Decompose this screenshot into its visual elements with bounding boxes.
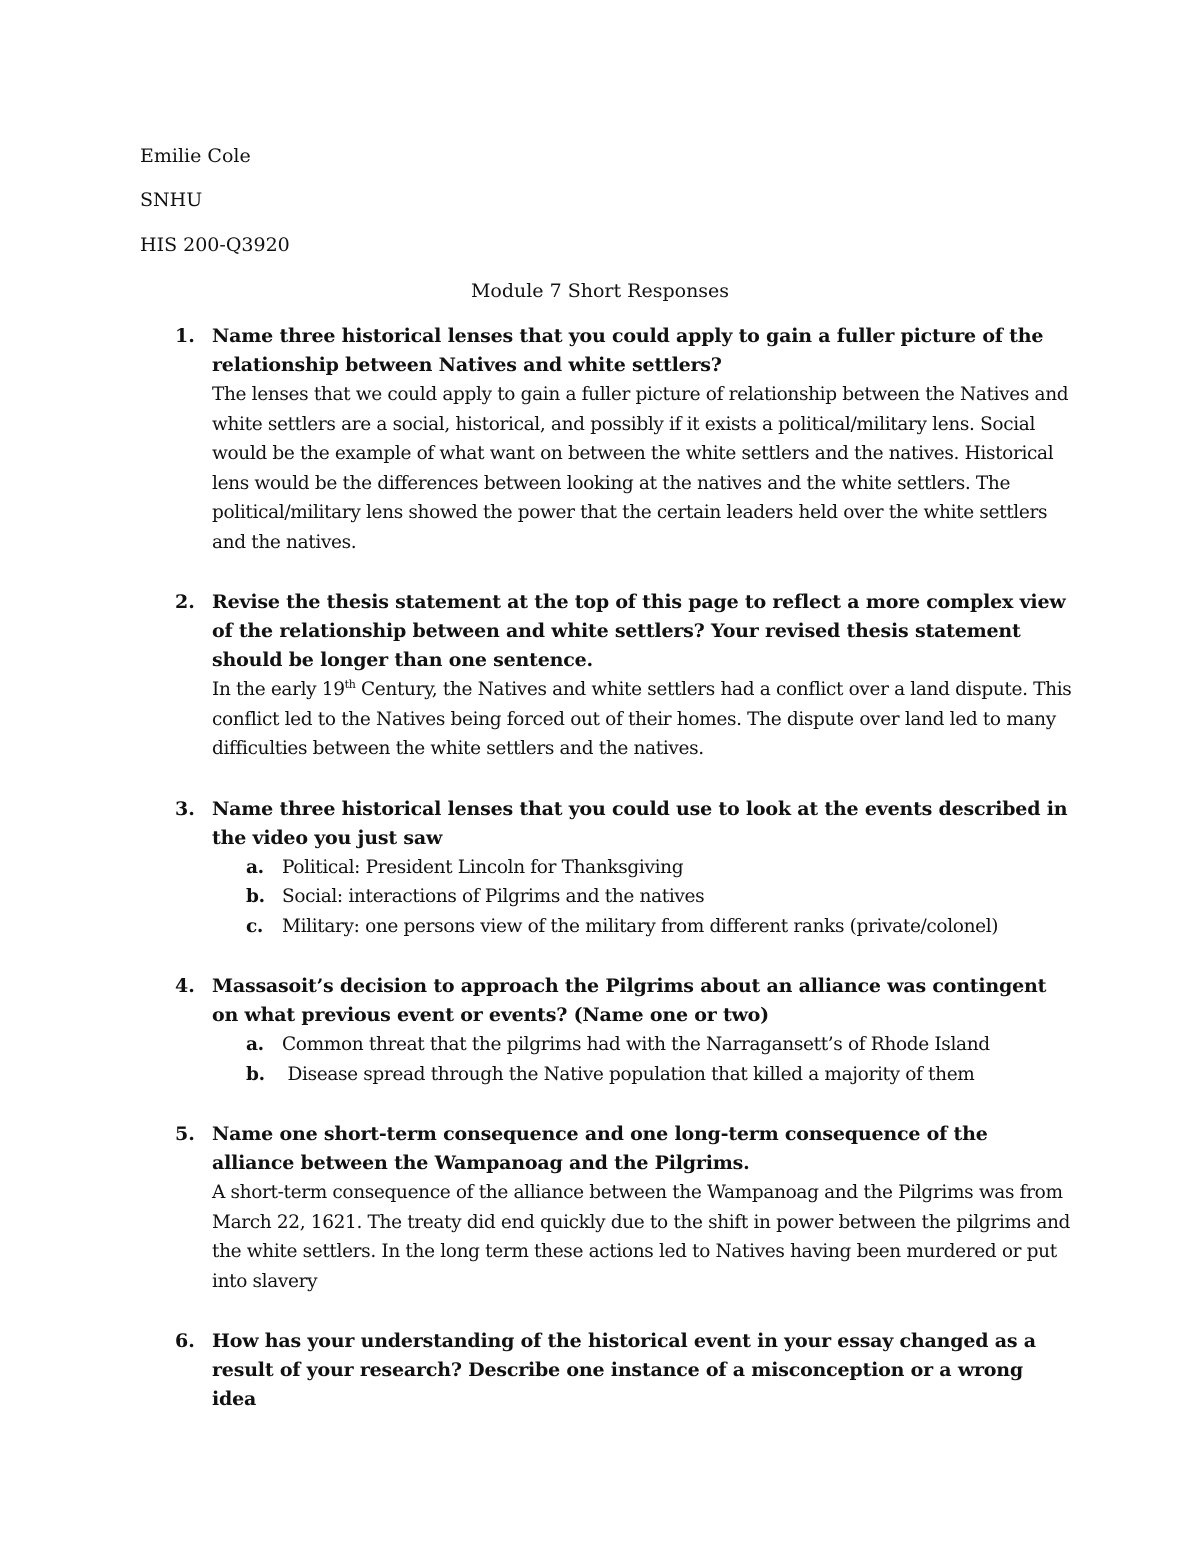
sub-list-item	[0, 1030, 1072, 1060]
question-item	[0, 588, 1072, 764]
sub-list-item	[0, 882, 1072, 912]
question-text: Name one short-term consequence and one long-term consequence of the alliance between the Wampanoag and the Pilgrims.	[212, 1123, 988, 1174]
sub-list-item	[0, 853, 1072, 883]
ordinal-suffix: th	[344, 677, 356, 691]
sub-item-letter: a.	[246, 1034, 264, 1055]
question-text: How has your understanding of the historical event in your essay changed as a result of your research? Describe one instance of a misconception or a wrong idea	[212, 1330, 1036, 1410]
answer-text-start: In the early 19	[212, 679, 345, 700]
question-list	[0, 322, 1200, 1445]
question-number: 4.	[175, 975, 195, 997]
sub-item-text: Disease spread through the Native population that killed a majority of them	[282, 1063, 975, 1085]
question-item	[0, 972, 1072, 1089]
question-number: 3.	[175, 797, 195, 820]
document-title: Module 7 Short Responses	[470, 280, 730, 302]
sub-item-letter: a.	[246, 856, 264, 878]
sub-item-text: Military: one persons view of the military from different ranks (private/colonel)	[282, 915, 999, 937]
question-item	[0, 322, 1072, 557]
question-item	[0, 795, 1072, 942]
question-item	[0, 1327, 1072, 1414]
sub-list-item	[0, 1060, 1072, 1090]
question-item	[0, 1120, 1072, 1296]
sub-item-text: Political: President Lincoln for Thanksgiving	[282, 856, 684, 878]
sub-item-text: Social: interactions of Pilgrims and the natives	[282, 886, 705, 907]
question-number: 1.	[175, 325, 195, 347]
answer-sub-list	[212, 1030, 1072, 1089]
question-text: Name three historical lenses that you could apply to gain a fuller picture of the relationship between Natives and white settlers?	[212, 325, 1044, 376]
sub-list-item	[0, 912, 1072, 942]
question-number: 2.	[175, 591, 195, 613]
answer-text	[212, 675, 1072, 764]
question-number: 5.	[175, 1123, 195, 1145]
course-code: HIS 200-Q3920	[140, 234, 290, 256]
answer-text: The lenses that we could apply to gain a fuller picture of relationship between the Natives and white settlers are a social, historical, and possibly if it exists a political/military lens. Social would be the example of what want on between the white settlers and the natives. Historical lens would be the differences between looking at the natives and the white settlers. The political/military lens showed the power that the certain leaders held over the white settlers and the natives.	[212, 384, 1069, 553]
school-name: SNHU	[140, 189, 203, 211]
sub-item-letter: b.	[246, 1063, 265, 1085]
sub-item-letter: c.	[246, 915, 264, 937]
question-number: 6.	[175, 1330, 195, 1352]
author-name: Emilie Cole	[140, 145, 251, 167]
question-text: Revise the thesis statement at the top of this page to reflect a more complex view of the relationship between and white settlers? Your revised thesis statement should be longer than one sentence.	[212, 591, 1066, 671]
question-text: Name three historical lenses that you could use to look at the events described in the video you just saw	[212, 797, 1068, 849]
answer-text: A short-term consequence of the alliance between the Wampanoag and the Pilgrims was from March 22, 1621. The treaty did end quickly due to the shift in power between the pilgrims and the white settlers. In the long term these actions led to Natives having been murdered or put into slavery	[212, 1182, 1071, 1292]
sub-item-text: Common threat that the pilgrims had with the Narragansett’s of Rhode Island	[282, 1034, 990, 1055]
answer-text-rest: Century, the Natives and white settlers had a conflict over a land dispute. This conflict led to the Natives being forced out of their homes. The dispute over land led to many difficulties between the white settlers and the natives.	[212, 679, 1072, 759]
question-text: Massasoit’s decision to approach the Pilgrims about an alliance was contingent on what previous event or events? (Name one or two)	[212, 975, 1047, 1026]
answer-sub-list	[212, 853, 1072, 942]
sub-item-letter: b.	[246, 886, 265, 907]
